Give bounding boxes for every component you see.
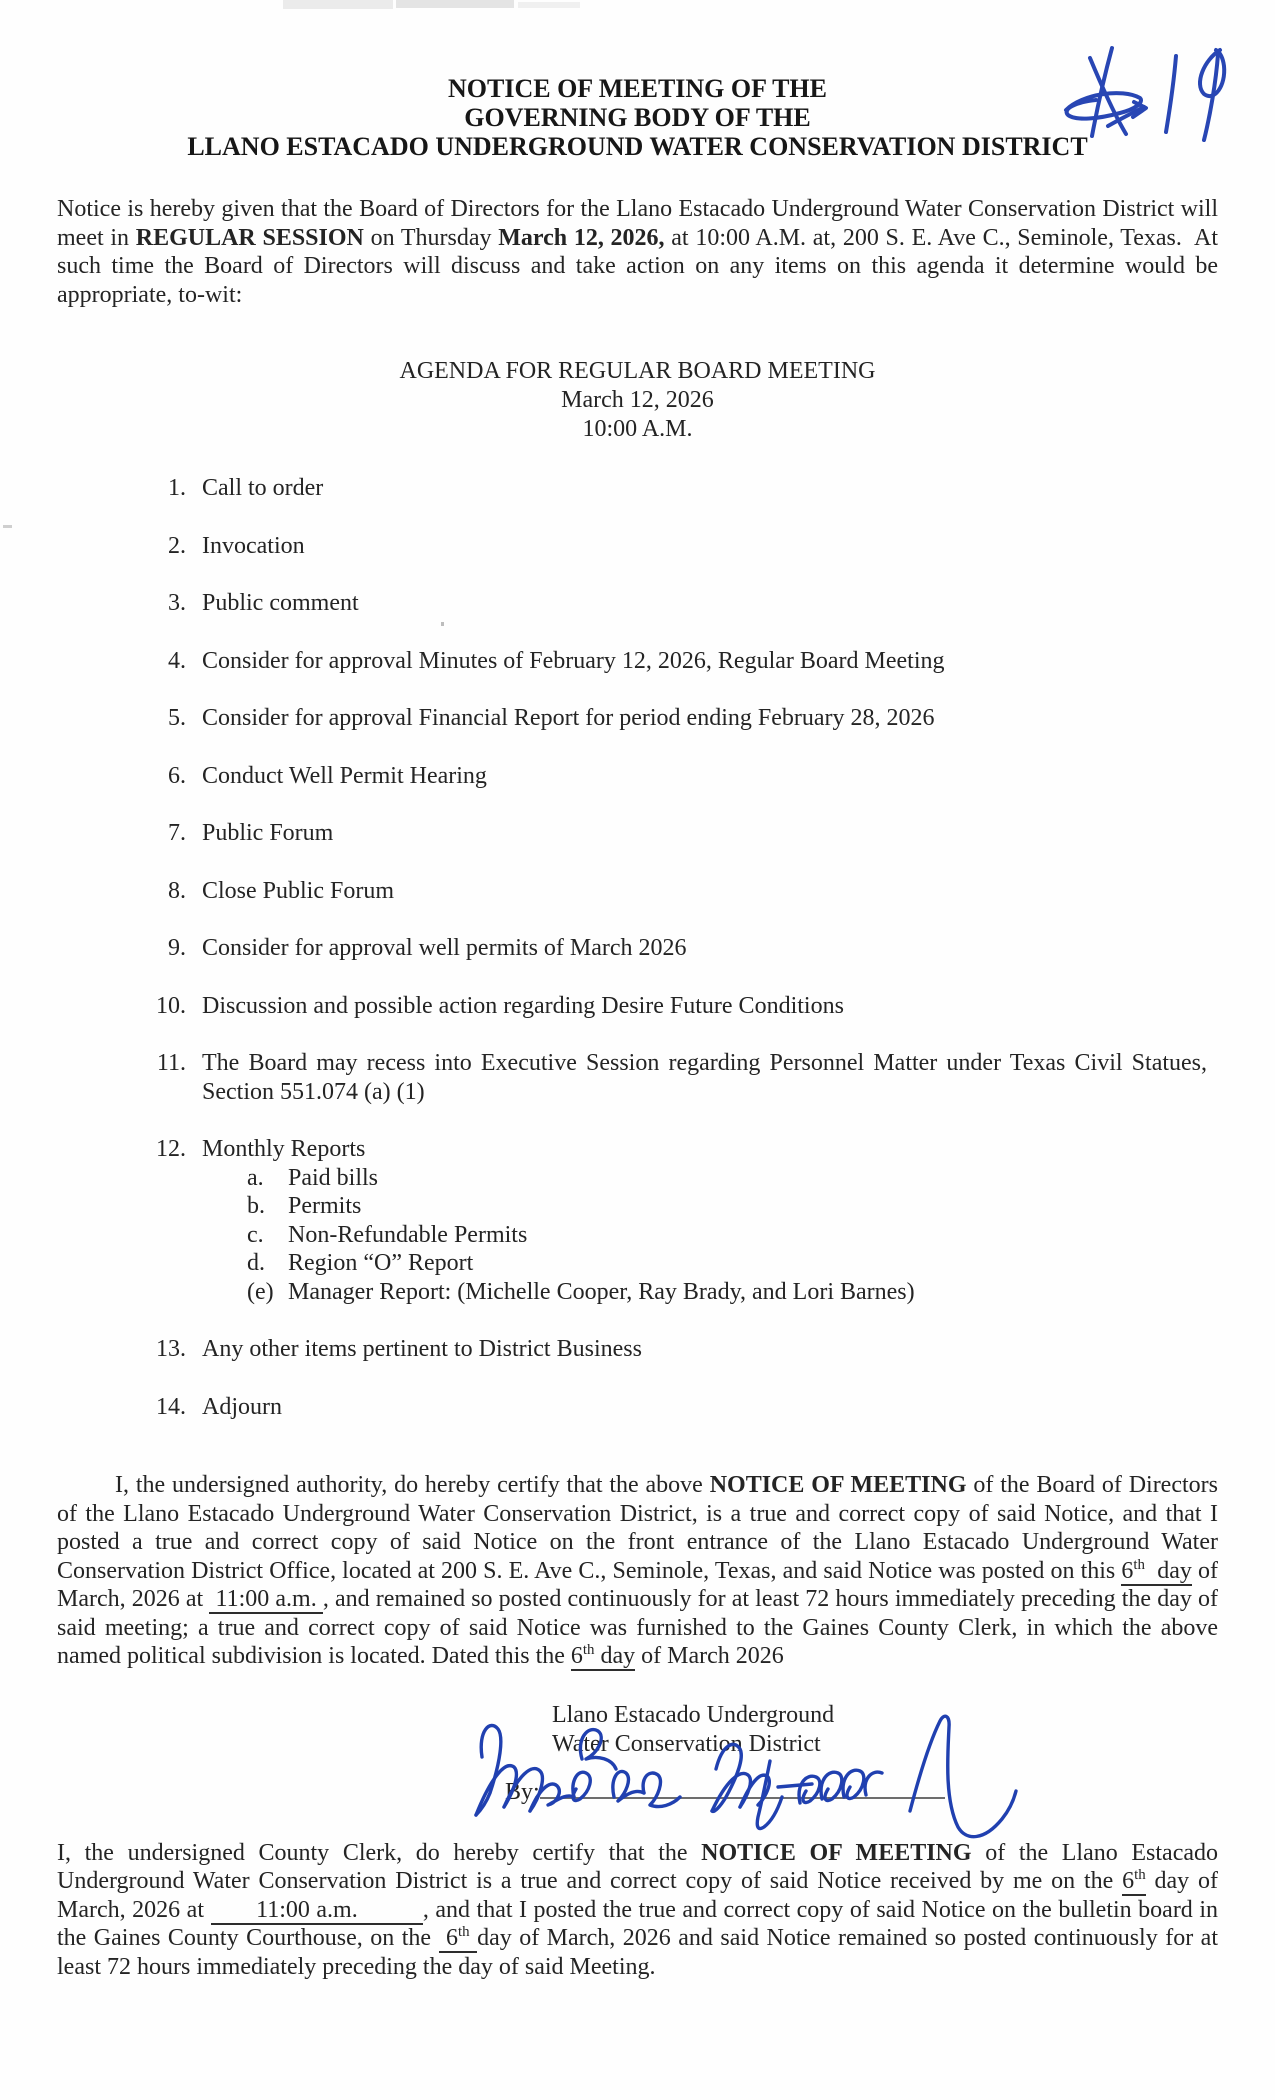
agenda-item-number: 4. (168, 647, 186, 674)
text-segment: , and that I posted the true and correct copy of said Notice on the bulletin board in the Gaines County Courthouse, on the (57, 1896, 1218, 1951)
agenda-item-3 (152, 589, 1218, 618)
agenda-item-14 (152, 1393, 1218, 1422)
agenda-list (152, 474, 1218, 1421)
signature-organization (552, 1701, 1218, 1759)
signature-org-line-2: Water Conservation District (552, 1730, 821, 1757)
agenda-item-6 (152, 762, 1218, 791)
text-segment: th (1133, 1558, 1145, 1586)
agenda-item-label: Conduct Well Permit Hearing (202, 762, 487, 789)
agenda-item-9 (152, 934, 1218, 963)
text-segment: on Thursday (363, 224, 499, 251)
agenda-heading-line-1: AGENDA FOR REGULAR BOARD MEETING (399, 358, 876, 384)
agenda-item-number: 2. (168, 532, 186, 559)
agenda-item-label: Consider for approval Financial Report for period ending February 28, 2026 (202, 705, 935, 731)
agenda-item-text (202, 474, 1207, 503)
agenda-subitem-c (247, 1221, 1207, 1250)
agenda-subitem-text: Manager Report: (Michelle Cooper, Ray Brady, and Lori Barnes) (288, 1278, 915, 1305)
text-segment: th (458, 1925, 470, 1953)
agenda-item-text (202, 1135, 1207, 1306)
agenda-item-text (202, 1335, 1207, 1364)
text-segment: 6 (1121, 1557, 1134, 1584)
agenda-item-label: Consider for approval Minutes of February 12, 2026, Regular Board Meeting (202, 647, 945, 674)
agenda-item-4 (152, 647, 1218, 676)
agenda-item-7 (152, 819, 1218, 848)
text-segment: day of March, 2026 and said Notice remained so posted continuously for at least 72 hours immediately preceding the day of said Meeting. (57, 1925, 1218, 1980)
text-segment: I, the undersigned authority, do hereby certify that the above (115, 1472, 710, 1498)
signature-by-line (505, 1771, 1218, 1817)
agenda-item-2 (152, 532, 1218, 561)
clerk-certification-paragraph (57, 1839, 1218, 1982)
agenda-subitem-number: (e) (247, 1278, 274, 1305)
agenda-item-label: Consider for approval well permits of March 2026 (202, 935, 687, 961)
agenda-subitem-number: a. (247, 1164, 264, 1191)
agenda-subitem-b (247, 1192, 1207, 1221)
document-title (57, 74, 1218, 161)
agenda-item-1 (152, 474, 1218, 503)
agenda-item-text (202, 1393, 1207, 1422)
agenda-item-label: Public comment (202, 590, 359, 616)
agenda-item-number: 1. (168, 475, 186, 501)
text-segment: NOTICE OF MEETING (709, 1472, 967, 1498)
text-segment: th (583, 1643, 595, 1671)
text-segment: of the Board of Directors of the Llano Estacado Underground Water Conservation District, is a true and correct copy of said Notice, and that I posted a true and correct copy of said Notice on the front entrance of the Llano Estacado Underground Water Conservation District Office, located at 200 S. E. Ave C., Seminole, Texas, and said Notice was posted on this (57, 1472, 1218, 1584)
text-segment: of March 2026 (635, 1643, 784, 1669)
agenda-item-10 (152, 992, 1218, 1021)
agenda-item-number: 7. (168, 820, 186, 846)
agenda-item-label: Monthly Reports (202, 1136, 366, 1162)
agenda-item-label: Close Public Forum (202, 877, 395, 904)
agenda-item-label: The Board may recess into Executive Session regarding Personnel Matter under Texas Civil Statues, Section 551.074 (a) (1) (202, 1050, 1207, 1105)
agenda-subitem-text: Paid bills (288, 1164, 379, 1191)
text-segment: at 10:00 A.M. at, 200 S. E. Ave C., Seminole, Texas. At such time the Board of Directors will discuss and take action on any items on this agenda it determine would be appropriate, to-wit: (57, 224, 1218, 308)
title-line-2: GOVERNING BODY OF THE (464, 103, 811, 132)
agenda-subitem-text: Non-Refundable Permits (288, 1221, 528, 1248)
agenda-subitem-number: b. (247, 1193, 265, 1219)
text-segment: 6 (570, 1643, 583, 1669)
agenda-item-label: Adjourn (202, 1393, 282, 1420)
agenda-item-number: 9. (168, 935, 186, 961)
agenda-item-number: 3. (168, 590, 186, 616)
agenda-item-text (202, 877, 1207, 906)
agenda-item-number: 6. (168, 762, 186, 789)
agenda-item-text (202, 992, 1207, 1021)
by-label: By: (505, 1778, 540, 1805)
agenda-item-label: Call to order (202, 475, 324, 501)
agenda-subitem-e (247, 1278, 1207, 1307)
agenda-item-text (202, 1049, 1207, 1106)
agenda-item-text (202, 589, 1207, 618)
agenda-item-text (202, 532, 1207, 561)
text-segment: 11:00 a.m. (210, 1896, 423, 1923)
text-segment: day of March, 2026 at (57, 1868, 1218, 1923)
signature-line (540, 1771, 945, 1799)
agenda-item-label: Discussion and possible action regarding Desire Future Conditions (202, 992, 844, 1019)
agenda-subitem-text: Region “O” Report (288, 1250, 474, 1276)
text-segment: day (594, 1643, 636, 1669)
agenda-item-number: 5. (168, 705, 186, 731)
text-segment: I, the undersigned County Clerk, do hereby certify that the (57, 1839, 702, 1866)
text-segment: of March, 2026 at (57, 1557, 1219, 1612)
text-segment: of the Llano Estacado Underground Water Conservation District is a true and correct copy of said Notice received by me on the (57, 1839, 1219, 1894)
text-segment (470, 1925, 477, 1953)
scan-artifact (3, 525, 12, 528)
text-segment: , and remained so posted continuously for at least 72 hours immediately preceding the day of said meeting; a true and correct copy of said Notice was furnished to the Gaines County Clerk, in which the above named political subdivision is located. Dated this the (57, 1586, 1218, 1669)
text-segment: NOTICE OF MEETING (701, 1839, 972, 1866)
agenda-item-text (202, 934, 1207, 963)
agenda-subitem-number: d. (247, 1250, 265, 1276)
agenda-heading-line-2: March 12, 2026 (561, 387, 714, 413)
agenda-item-5 (152, 704, 1218, 733)
agenda-item-number: 10. (156, 992, 186, 1019)
agenda-heading-line-3: 10:00 A.M. (582, 416, 693, 442)
agenda-heading (57, 357, 1218, 444)
agenda-item-text (202, 647, 1207, 676)
title-line-3: LLANO ESTACADO UNDERGROUND WATER CONSERVATION DISTRICT (187, 132, 1088, 161)
text-segment: day (1144, 1557, 1192, 1584)
text-segment: th (1134, 1868, 1146, 1896)
signature-org-line-1: Llano Estacado Underground (552, 1701, 835, 1728)
agenda-item-label: Invocation (202, 532, 305, 559)
agenda-item-11 (152, 1049, 1218, 1106)
text-segment: March 12, 2026, (498, 224, 665, 251)
document-content (57, 0, 1218, 2005)
agenda-item-label: Any other items pertinent to District Business (202, 1336, 642, 1362)
agenda-item-number: 8. (168, 877, 186, 904)
notice-paragraph (57, 195, 1218, 309)
agenda-subitem-d (247, 1249, 1207, 1278)
text-segment: 11:00 a.m. (209, 1586, 323, 1612)
agenda-item-text (202, 762, 1207, 791)
text-segment: Notice is hereby given that the Board of Directors for the Llano Estacado Underground Water Conservation District will meet in (57, 196, 1218, 251)
title-line-1: NOTICE OF MEETING OF THE (448, 74, 827, 103)
agenda-item-number: 13. (156, 1336, 186, 1362)
agenda-item-number: 12. (156, 1136, 186, 1162)
agenda-item-text (202, 819, 1207, 848)
agenda-item-12 (152, 1135, 1218, 1306)
agenda-item-8 (152, 877, 1218, 906)
text-segment: REGULAR SESSION (135, 224, 364, 251)
agenda-subitem-text: Permits (288, 1193, 362, 1219)
agenda-subitem-number: c. (247, 1221, 264, 1248)
agenda-item-13 (152, 1335, 1218, 1364)
agenda-subitem-a (247, 1164, 1207, 1193)
agenda-item-number: 14. (156, 1393, 186, 1420)
agenda-item-label: Public Forum (202, 820, 334, 846)
agenda-item-number: 11. (156, 1050, 186, 1076)
posting-certification-paragraph (57, 1471, 1218, 1671)
text-segment: 6 (1122, 1868, 1135, 1894)
agenda-item-text (202, 704, 1207, 733)
text-segment: 6 (438, 1925, 458, 1951)
